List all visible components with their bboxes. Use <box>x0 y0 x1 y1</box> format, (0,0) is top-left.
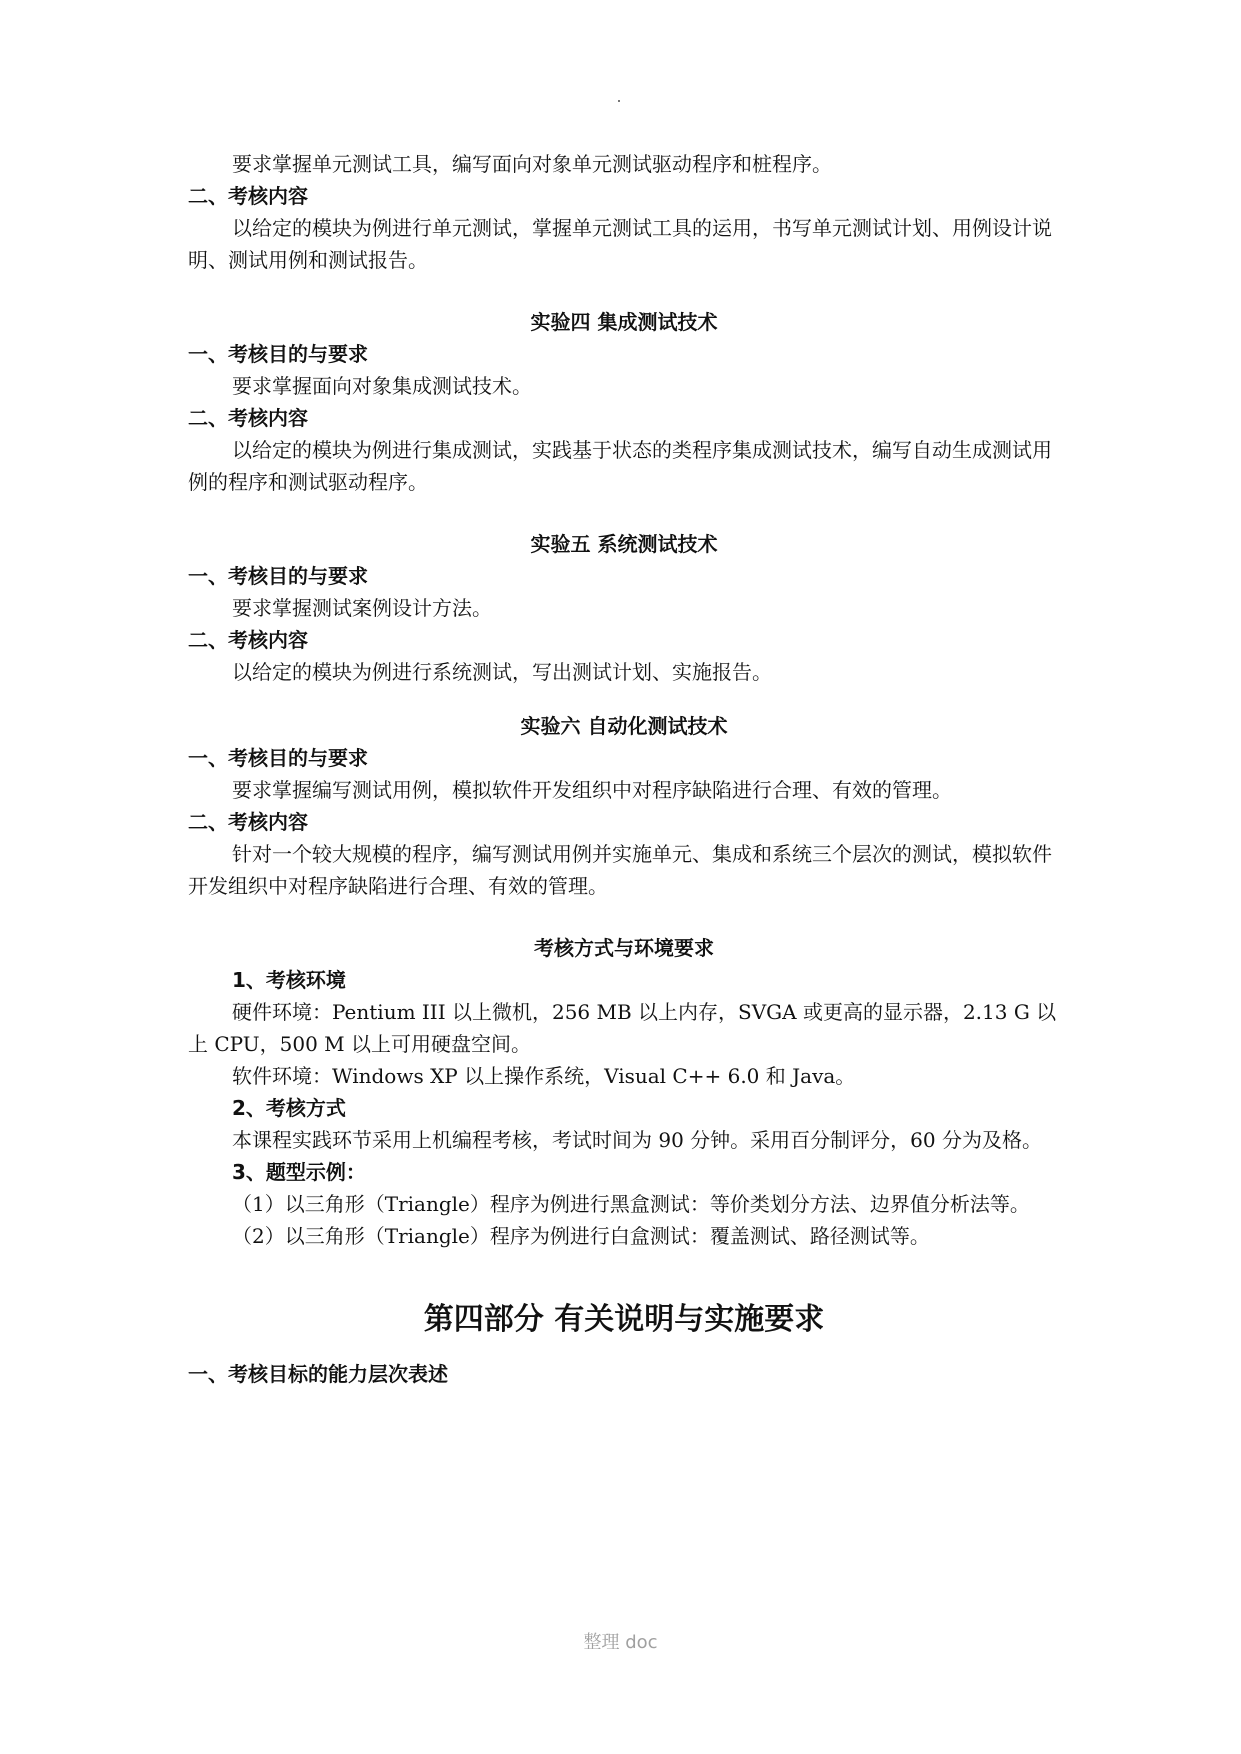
document-body <box>188 148 1060 1390</box>
paragraph: 以给定的模块为例进行单元测试，掌握单元测试工具的运用，书写单元测试计划、用例设计说明、测试用例和测试报告。 <box>188 216 1052 272</box>
paragraph: 本课程实践环节采用上机编程考核，考试时间为 90 分钟。采用百分制评分，60 分为及格。 <box>232 1128 1042 1152</box>
section-heading: 一、考核目的与要求 <box>188 564 368 588</box>
section-heading: 二、考核内容 <box>188 628 308 652</box>
section-heading: 二、考核内容 <box>188 810 308 834</box>
part-title: 第四部分 有关说明与实施要求 <box>423 1302 825 1337</box>
section-heading: 二、考核内容 <box>188 184 308 208</box>
experiment-title: 实验六 自动化测试技术 <box>520 714 728 738</box>
paragraph: （1）以三角形（Triangle）程序为例进行黑盒测试：等价类划分方法、边界值分析法等。 <box>232 1192 1030 1216</box>
paragraph: 要求掌握面向对象集成测试技术。 <box>232 374 532 398</box>
paragraph: 要求掌握单元测试工具，编写面向对象单元测试驱动程序和桩程序。 <box>232 152 832 176</box>
section-heading: 一、考核目的与要求 <box>188 746 368 770</box>
paragraph: 以给定的模块为例进行集成测试，实践基于状态的类程序集成测试技术，编写自动生成测试用例的程序和测试驱动程序。 <box>188 438 1052 494</box>
experiment-title: 实验四 集成测试技术 <box>530 310 718 334</box>
paragraph: 硬件环境：Pentium III 以上微机，256 MB 以上内存，SVGA 或更高的显示器，2.13 G 以上 CPU，500 M 以上可用硬盘空间。 <box>188 1000 1057 1056</box>
paragraph: 要求掌握测试案例设计方法。 <box>232 596 492 620</box>
page-mark <box>618 100 620 102</box>
paragraph: 软件环境：Windows XP 以上操作系统，Visual C++ 6.0 和 Java。 <box>232 1064 856 1088</box>
subsection-heading: 2、考核方式 <box>232 1096 346 1120</box>
footer-text: 整理 doc <box>583 1632 658 1653</box>
subsection-heading: 3、题型示例： <box>232 1160 366 1184</box>
paragraph: 要求掌握编写测试用例，模拟软件开发组织中对程序缺陷进行合理、有效的管理。 <box>232 778 952 802</box>
experiment-title: 实验五 系统测试技术 <box>530 532 718 556</box>
paragraph: 以给定的模块为例进行系统测试，写出测试计划、实施报告。 <box>232 660 772 684</box>
section-title: 考核方式与环境要求 <box>534 936 714 960</box>
paragraph: （2）以三角形（Triangle）程序为例进行白盒测试：覆盖测试、路径测试等。 <box>232 1224 930 1248</box>
subsection-heading: 1、考核环境 <box>232 968 346 992</box>
section-heading: 二、考核内容 <box>188 406 308 430</box>
paragraph: 针对一个较大规模的程序，编写测试用例并实施单元、集成和系统三个层次的测试，模拟软件开发组织中对程序缺陷进行合理、有效的管理。 <box>188 842 1052 898</box>
section-heading: 一、考核目的与要求 <box>188 342 368 366</box>
section-heading: 一、考核目标的能力层次表述 <box>188 1362 448 1386</box>
